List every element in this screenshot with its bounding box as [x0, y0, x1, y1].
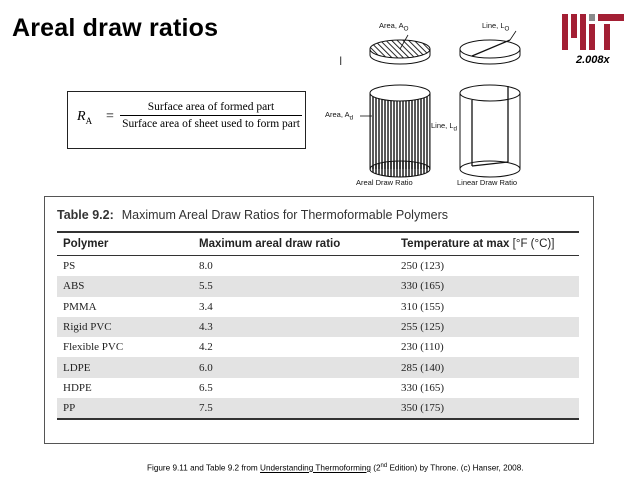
- table-number: Table 9.2:: [57, 208, 114, 222]
- table-title: Maximum Areal Draw Ratios for Thermoformable Polymers: [121, 208, 448, 222]
- cell-polymer: ABS: [57, 276, 193, 296]
- cell-ratio: 4.3: [193, 317, 395, 337]
- cell-polymer: PMMA: [63, 300, 97, 313]
- table-header-row: [57, 232, 579, 256]
- caption-linear-draw-ratio: Linear Draw Ratio: [457, 178, 518, 187]
- logo-caption: 2.008x: [576, 54, 610, 66]
- header-polymer: Polymer: [57, 232, 193, 256]
- table-row: [57, 317, 579, 337]
- cell-polymer: PS: [63, 260, 76, 273]
- cell-temperature: 255 (125): [395, 317, 579, 337]
- cell-ratio: 6.5: [199, 381, 213, 394]
- label-area-ad: Area, $A_d$: [325, 110, 354, 122]
- cell-polymer: PP: [57, 398, 193, 419]
- cell-polymer: Rigid PVC: [57, 317, 193, 337]
- source-citation: Figure 9.11 and Table 9.2 from Understanding Thermoforming (2nd Edition) by Throne. (c) Hanser, 2008.: [147, 463, 524, 473]
- table-panel: [44, 196, 594, 444]
- cell-polymer: Flexible PVC: [63, 341, 124, 354]
- table-row: [57, 276, 579, 296]
- cell-ratio: 6.0: [193, 357, 395, 377]
- formula-fraction: [120, 101, 302, 130]
- header-temperature: Temperature at max [°F (°C)]: [395, 232, 579, 256]
- cell-polymer: LDPE: [57, 357, 193, 377]
- label-line-l0: Line, $L_O$: [482, 21, 510, 33]
- caption-areal-draw-ratio: Areal Draw Ratio: [356, 178, 413, 187]
- draw-ratio-figure: [300, 6, 540, 196]
- cell-ratio: 4.2: [199, 341, 213, 354]
- table-row: [57, 398, 579, 419]
- sheet-disc-line-icon: [460, 31, 520, 64]
- table-row: [57, 378, 579, 398]
- cell-ratio: 5.5: [193, 276, 395, 296]
- cell-temperature: 350 (175): [395, 398, 579, 419]
- table-row: [57, 297, 579, 317]
- cell-temperature: 330 (165): [395, 276, 579, 296]
- cell-temperature: 230 (110): [401, 341, 444, 354]
- table-row: [57, 357, 579, 377]
- draw-ratio-illustration: [300, 6, 540, 196]
- cell-temperature: 310 (155): [401, 300, 445, 313]
- cell-ratio: 7.5: [193, 398, 395, 419]
- text-cursor-icon: I: [339, 54, 343, 68]
- cell-temperature: 250 (123): [401, 260, 445, 273]
- book-title: Understanding Thermoforming: [260, 463, 371, 473]
- cell-ratio: 8.0: [199, 260, 213, 273]
- formula-lhs: $R_A$: [77, 109, 93, 126]
- sheet-disc-area-icon: [370, 35, 430, 64]
- header-ratio: Maximum areal draw ratio: [193, 232, 395, 256]
- cell-ratio: 3.4: [199, 300, 213, 313]
- table-caption: [57, 208, 448, 222]
- slide-title: Areal draw ratios: [12, 14, 219, 42]
- formula-equals: =: [106, 109, 114, 124]
- formed-cup-area-icon: [360, 85, 430, 177]
- formula-numerator: Surface area of formed part: [147, 101, 275, 113]
- table-row: [57, 337, 579, 357]
- cell-polymer: HDPE: [63, 381, 92, 394]
- formed-cup-line-icon: [460, 85, 520, 177]
- label-line-ld: Line, $L_d$: [431, 121, 458, 133]
- table-row: [57, 256, 579, 277]
- areal-draw-ratio-formula: [67, 91, 306, 149]
- cell-temperature: 285 (140): [395, 357, 579, 377]
- formula-denominator: Surface area of sheet used to form part: [122, 118, 300, 130]
- cell-temperature: 330 (165): [401, 381, 445, 394]
- label-area-a0: Area, $A_O$: [379, 21, 409, 33]
- draw-ratio-table: [57, 231, 579, 420]
